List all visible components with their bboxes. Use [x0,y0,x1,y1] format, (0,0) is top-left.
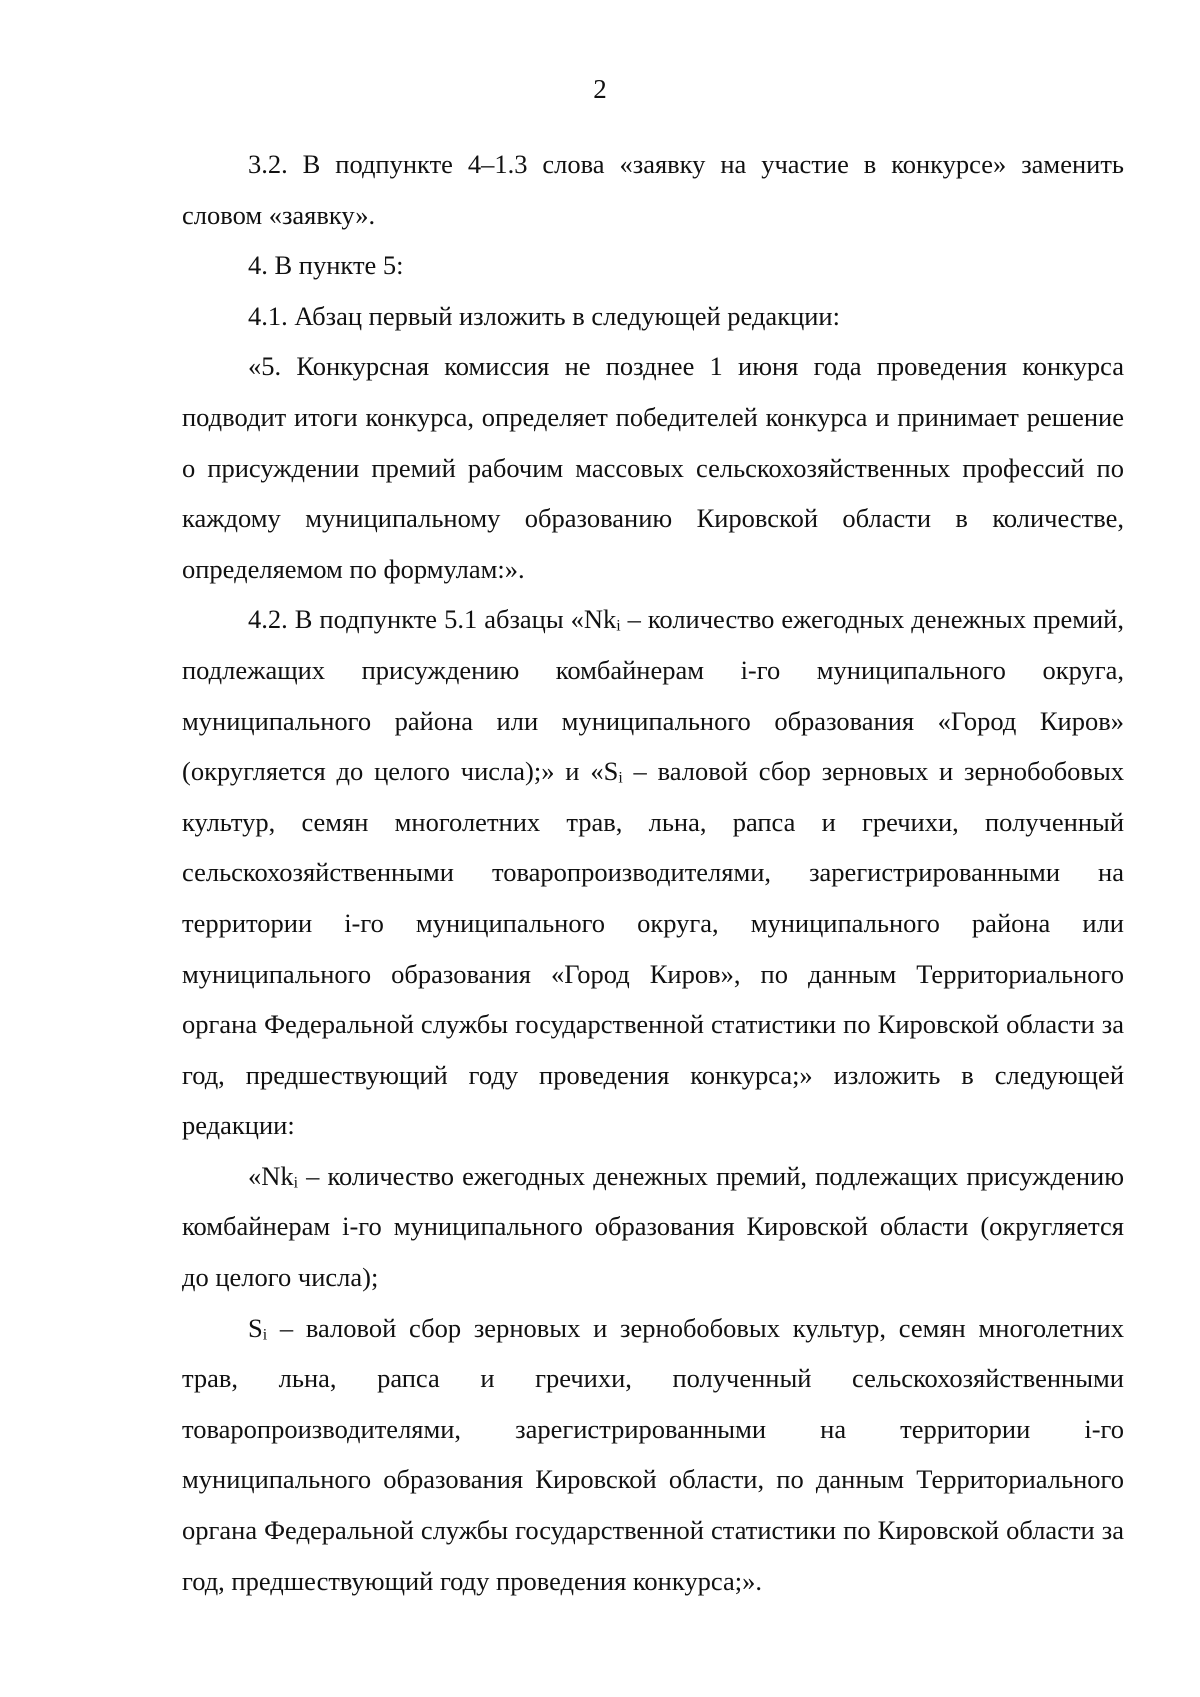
paragraph-5-quote: «5. Конкурсная комиссия не позднее 1 июня года проведения конкурса подводит итоги конкурса, определяет победителей конкурса и принимает решение о присуждении премий рабочим массовых сельскохозяйственных профессий по каждому муниципальному образованию Кировской области в количестве, определяемом по формулам:». [182,351,1124,584]
paragraph-4-1: 4.1. Абзац первый изложить в следующей редакции: [248,300,840,331]
paragraph-4-heading: 4. В пункте 5: [248,250,404,281]
document-body [182,139,1124,1606]
paragraph-nki-definition: «Nkᵢ – количество ежегодных денежных премий, подлежащих присуждению комбайнерам i-го муниципального образования Кировской области (округляется до целого числа); [182,1160,1124,1293]
paragraph-4-2: 4.2. В подпункте 5.1 абзацы «Nkᵢ – количество ежегодных денежных премий, подлежащих присуждению комбайнерам i-го муниципального округа, муниципального района или муниципального образования «Город Киров» (округляется до целого числа);» и «Sᵢ – валовой сбор зерновых и зернобобовых культур, семян многолетних трав, льна, рапса и гречихи, полученный сельскохозяйственными товаропроизводителями, зарегистрированными на территории i-го муниципального округа, муниципального района или муниципального образования «Город Киров», по данным Территориального органа Федеральной службы государственной статистики по Кировской области за год, предшествующий году проведения конкурса;» изложить в следующей редакции: [182,604,1124,1141]
paragraph-3-2: 3.2. В подпункте 4–1.3 слова «заявку на участие в конкурсе» заменить словом «заявку». [182,149,1124,230]
paragraph-si-definition: Sᵢ – валовой сбор зерновых и зернобобовых культур, семян многолетних трав, льна, рапса и гречихи, полученный сельскохозяйственными товаропроизводителями, зарегистрированными на территории i-го муниципального образования Кировской области, по данным Территориального органа Федеральной службы государственной статистики по Кировской области за год, предшествующий году проведения конкурса;». [182,1312,1124,1596]
page-number: 2 [593,74,607,104]
